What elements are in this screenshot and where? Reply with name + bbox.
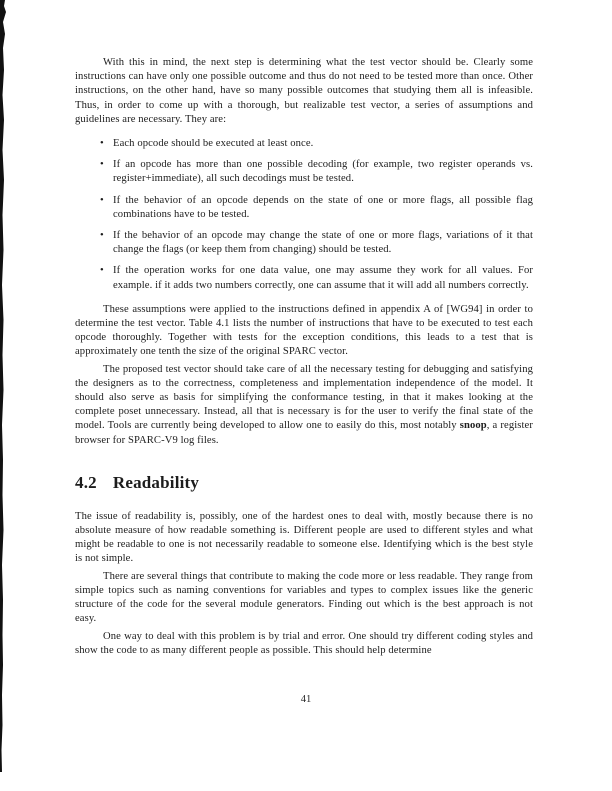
paragraph-text: The proposed test vector should take care of all the necessary testing for debugging and satisfying the designers as to the correctness, completeness and implementation independence of the model. It should also serve as basis for simplifying the conformance testing, in that it makes looking at the complete poset unnecessary. Instead, all that is necessary is for the user to verify the final state of the model. Tools are currently being developed to allow one to easily do this, most notably <box>75 363 533 432</box>
list-item-text: If the behavior of an opcode may change the state of one or more flags, variations of it that change the flags (or keep them from changing) should be tested. <box>113 230 533 256</box>
paragraph-readability-issue: The issue of readability is, possibly, one of the hardest ones to deal with, mostly because there is no absolute measure of how readable something is. Different people are used to different styles and what might be readable to one is not necessarily readable to someone else. Identifying which is the best style is not simple. <box>75 510 533 565</box>
bullet-icon: • <box>100 159 104 171</box>
bullet-icon: • <box>100 265 104 277</box>
bullet-icon: • <box>100 230 104 242</box>
list-item-text: If the operation works for one data value, one may assume they work for all values. For example. if it adds two numbers correctly, one can assume that it will add all numbers correctly. <box>113 265 533 291</box>
bullet-icon: • <box>100 138 104 150</box>
list-item <box>100 137 533 151</box>
section-heading <box>75 472 533 494</box>
bullet-icon: • <box>100 194 104 206</box>
scan-artifact-edge <box>0 0 8 791</box>
assumptions-list <box>75 137 533 293</box>
list-item-text: Each opcode should be executed at least once. <box>113 138 314 150</box>
paragraph-several-things: There are several things that contribute to making the code more or less readable. They range from simple topics such as naming conventions for variables and types to complex issues like the generic structure of the code for the several module generators. Finding out which is the best approach is not easy. <box>75 570 533 625</box>
paragraph-trial-and-error: One way to deal with this problem is by trial and error. One should try different coding styles and show the code to as many different people as possible. This should help determine <box>75 630 533 656</box>
list-item-text: If the behavior of an opcode depends on the state of one or more flags, all possible flag combinations have to be tested. <box>113 194 533 220</box>
paragraph-intro: With this in mind, the next step is determining what the test vector should be. Clearly some instructions can have only one possible outcome and thus do not need to be tested more than once. Other instructions, on the other hand, have so many possible outcomes that studying them all is infeasible. Thus, in order to come up with a thorough, but realizable test vector, a series of assumptions and guidelines are necessary. They are: <box>75 57 533 125</box>
paragraph-proposed-vector <box>75 363 533 448</box>
paragraph-text: , a register browser for SPARC-V9 log files. <box>75 420 533 446</box>
section-number: 4.2 <box>75 472 97 492</box>
list-item <box>100 194 533 222</box>
list-item <box>100 158 533 186</box>
page-number: 41 <box>300 694 312 705</box>
section-title: Readability <box>112 472 200 492</box>
list-item <box>100 229 533 257</box>
snoop-keyword: snoop <box>459 420 487 432</box>
list-item <box>100 264 533 292</box>
paragraph-assumptions-applied: These assumptions were applied to the instructions defined in appendix A of [WG94] in order to determine the test vector. Table 4.1 lists the number of instructions that have to be executed to test each opcode thoroughly. Together with tests for the exception conditions, this leads to a test that is approximately one tenth the size of the original SPARC vector. <box>75 303 533 358</box>
list-item-text: If an opcode has more than one possible decoding (for example, two register operands vs. register+immediate), all such decodings must be tested. <box>113 159 533 185</box>
page-content <box>75 56 533 658</box>
